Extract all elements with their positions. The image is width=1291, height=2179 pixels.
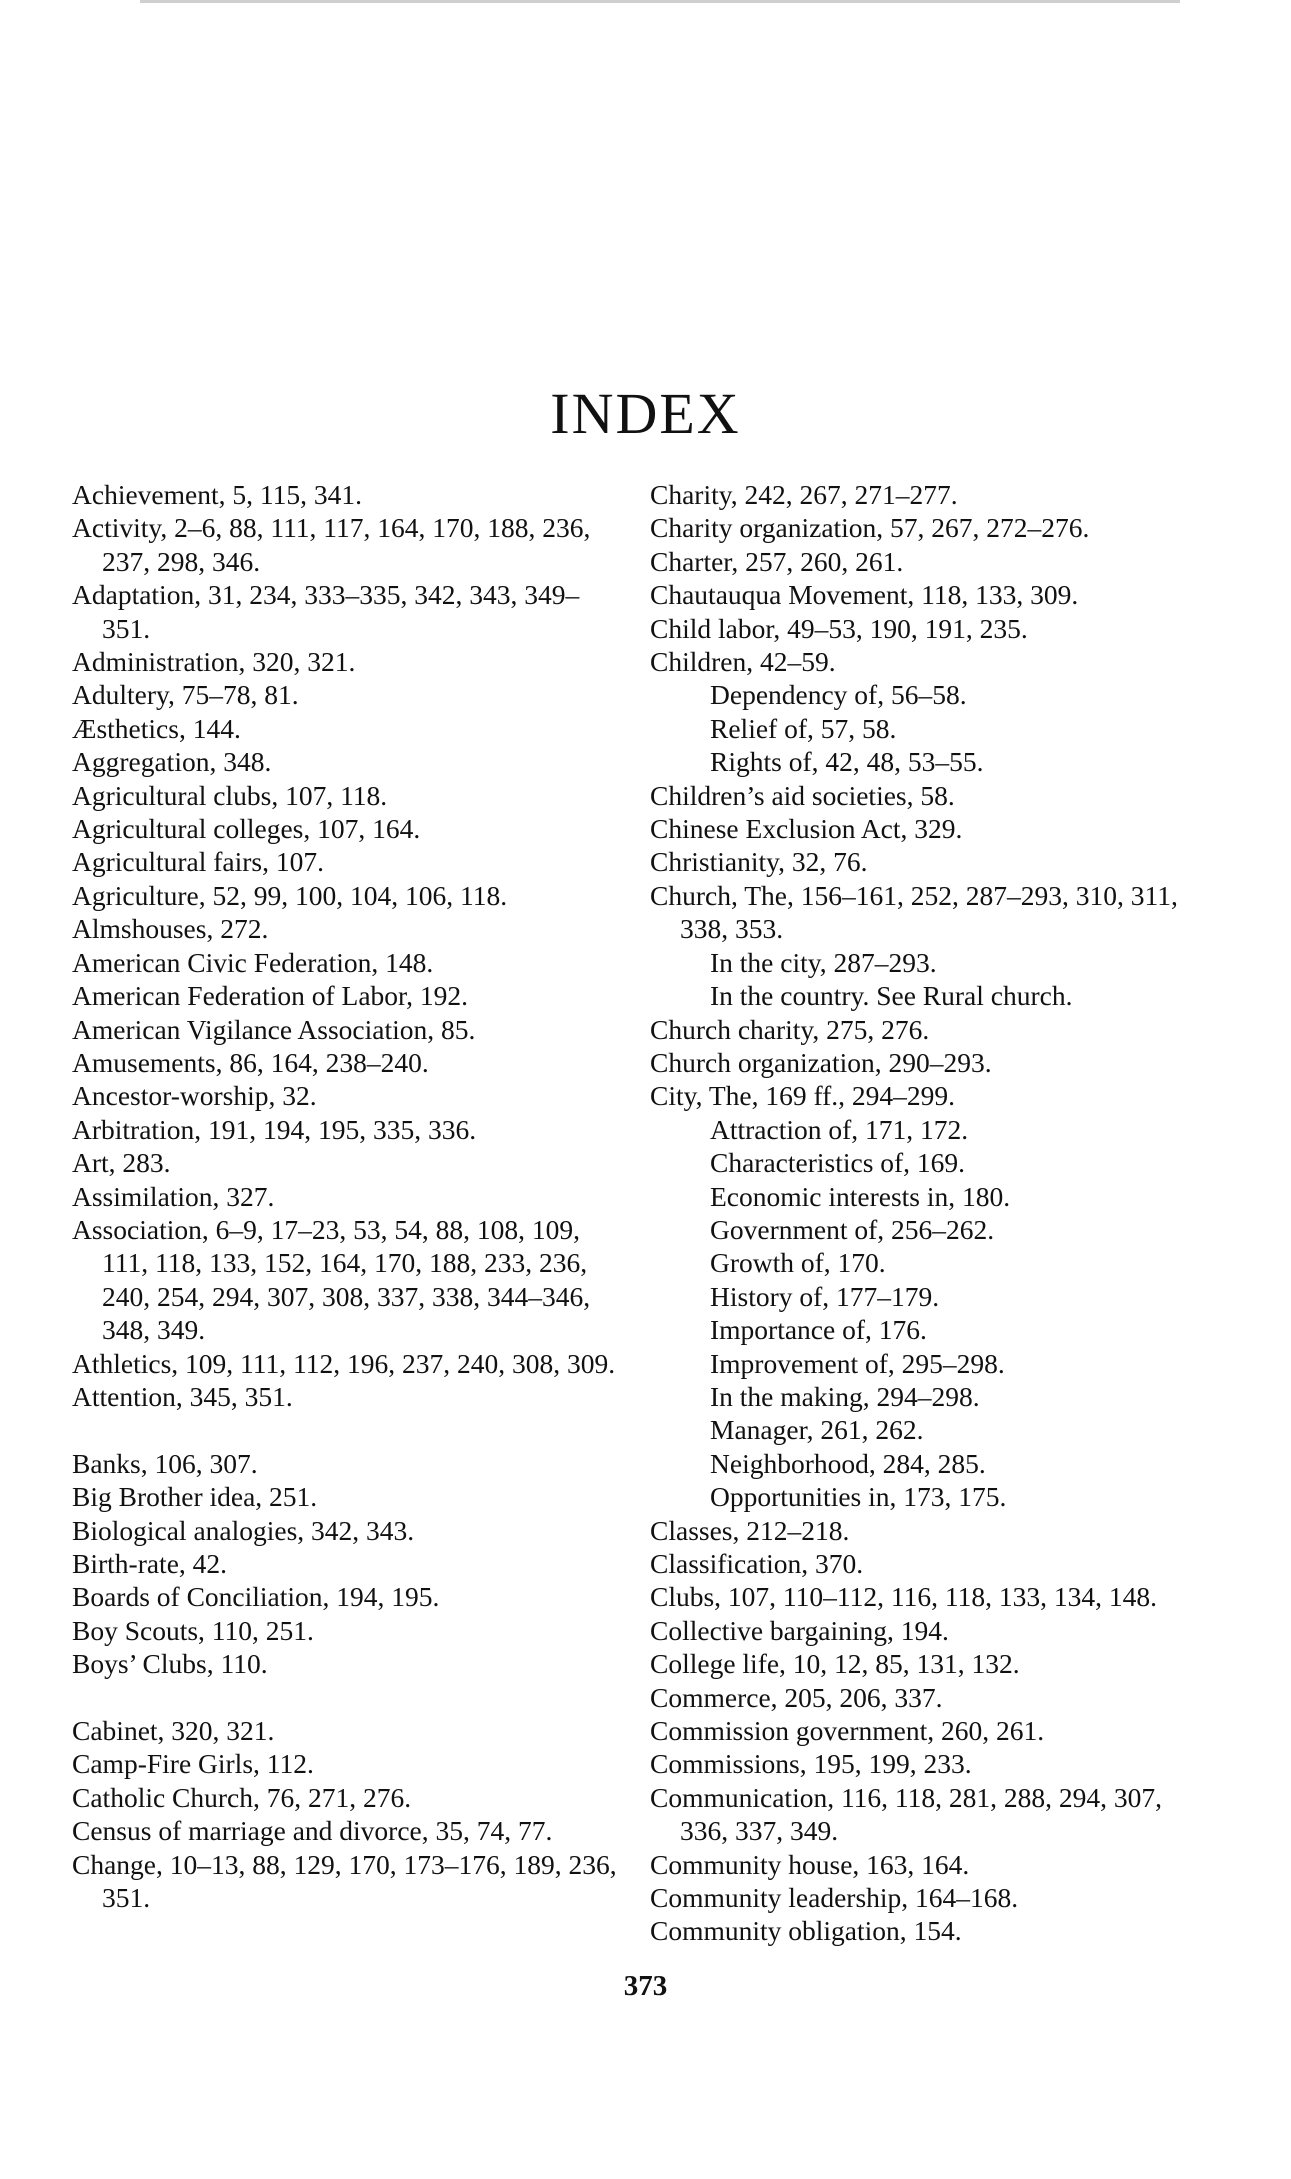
index-entry: Arbitration, 191, 194, 195, 335, 336.: [72, 1113, 477, 1145]
index-entry: American Federation of Labor, 192.: [72, 980, 468, 1012]
index-entry: Adultery, 75–78, 81.: [72, 679, 299, 711]
index-entry: Classes, 212–218.: [650, 1514, 850, 1546]
index-entry: Administration, 320, 321.: [72, 646, 356, 678]
index-entry: Big Brother idea, 251.: [72, 1481, 318, 1513]
section-gap: [72, 1413, 620, 1446]
index-subentry: Importance of, 176.: [710, 1314, 927, 1346]
index-entry: Chinese Exclusion Act, 329.: [650, 813, 963, 845]
index-entry: Cabinet, 320, 321.: [72, 1715, 275, 1746]
index-subentry: Relief of, 57, 58.: [710, 712, 897, 744]
index-entry: Aggregation, 348.: [72, 746, 272, 778]
page-number: 373: [623, 1970, 668, 2002]
index-subentry: In the making, 294–298.: [710, 1380, 980, 1412]
index-entry: Ancestor-worship, 32.: [72, 1080, 317, 1112]
index-column-left: [72, 478, 620, 1914]
index-entry: Clubs, 107, 110–112, 116, 118, 133, 134, 148.: [650, 1581, 1157, 1613]
index-entry: Commissions, 195, 199, 233.: [650, 1748, 972, 1780]
index-entry: City, The, 169 ff., 294–299.: [650, 1080, 956, 1112]
index-subentry: In the city, 287–293.: [710, 946, 937, 978]
index-entry: Communication, 116, 118, 281, 288, 294, 307, 336, 337, 349.: [650, 1781, 1163, 1847]
index-entry: Charter, 257, 260, 261.: [650, 545, 904, 577]
index-entry: Community leadership, 164–168.: [650, 1882, 1019, 1914]
index-entry: Classification, 370.: [650, 1548, 864, 1579]
index-entry: Change, 10–13, 88, 129, 170, 173–176, 189, 236, 351.: [72, 1848, 617, 1914]
index-subentry: History of, 177–179.: [710, 1280, 940, 1312]
index-entry: Achievement, 5, 115, 341.: [72, 479, 362, 510]
index-subentry: Opportunities in, 173, 175.: [710, 1481, 1007, 1513]
index-subentry: Improvement of, 295–298.: [710, 1347, 1005, 1379]
index-subentry: In the country. See Rural church.: [710, 980, 1073, 1012]
index-entry: Art, 283.: [72, 1147, 171, 1179]
index-entry: Charity organization, 57, 267, 272–276.: [650, 512, 1090, 544]
index-column-right: [650, 478, 1210, 1948]
index-subentry: Government of, 256–262.: [710, 1213, 995, 1245]
index-entry: Boards of Conciliation, 194, 195.: [72, 1581, 440, 1613]
index-entry: Boys’ Clubs, 110.: [72, 1648, 268, 1680]
index-entry: Association, 6–9, 17–23, 53, 54, 88, 108, 109, 111, 118, 133, 152, 164, 170, 188, 233, 236, 240, 254, 294, 307, 308, 337, 338, 344–346, 348, 349.: [72, 1213, 591, 1346]
index-subentry: Manager, 261, 262.: [710, 1414, 924, 1446]
index-entry: Biological analogies, 342, 343.: [72, 1514, 415, 1546]
index-entry: Children, 42–59.: [650, 646, 836, 678]
index-entry: American Civic Federation, 148.: [72, 946, 434, 978]
index-entry: Banks, 106, 307.: [72, 1447, 258, 1479]
section-gap: [72, 1681, 620, 1714]
index-entry: Collective bargaining, 194.: [650, 1614, 949, 1646]
index-subentry: Attraction of, 171, 172.: [710, 1113, 969, 1145]
index-entry: Children’s aid societies, 58.: [650, 779, 955, 811]
index-entry: Agricultural clubs, 107, 118.: [72, 779, 388, 811]
index-entry: Agriculture, 52, 99, 100, 104, 106, 118.: [72, 879, 508, 911]
index-entry: Christianity, 32, 76.: [650, 846, 868, 878]
index-entry: Catholic Church, 76, 271, 276.: [72, 1781, 412, 1813]
index-entry: Birth-rate, 42.: [72, 1547, 228, 1579]
index-entry: Adaptation, 31, 234, 333–335, 342, 343, 349–351.: [72, 579, 580, 644]
index-entry: Athletics, 109, 111, 112, 196, 237, 240, 308, 309.: [72, 1347, 616, 1379]
top-edge-rule: [140, 0, 1180, 3]
index-entry: Assimilation, 327.: [72, 1180, 275, 1212]
index-entry: Agricultural colleges, 107, 164.: [72, 813, 421, 845]
index-entry: Charity, 242, 267, 271–277.: [650, 479, 958, 510]
index-subentry: Characteristics of, 169.: [710, 1147, 966, 1179]
index-entry: Activity, 2–6, 88, 111, 117, 164, 170, 188, 236, 237, 298, 346.: [72, 512, 591, 577]
index-subentry: Growth of, 170.: [710, 1247, 886, 1279]
index-subentry: Neighborhood, 284, 285.: [710, 1447, 986, 1479]
index-entry: Census of marriage and divorce, 35, 74, 77.: [72, 1815, 553, 1847]
index-entry: College life, 10, 12, 85, 131, 132.: [650, 1648, 1020, 1680]
index-entry: Community house, 163, 164.: [650, 1848, 970, 1880]
index-subentry: Economic interests in, 180.: [710, 1180, 1011, 1212]
index-entry: Church charity, 275, 276.: [650, 1013, 930, 1045]
index-entry: Chautauqua Movement, 118, 133, 309.: [650, 579, 1079, 611]
index-subentry: Dependency of, 56–58.: [710, 679, 967, 711]
index-entry: Church organization, 290–293.: [650, 1046, 992, 1078]
index-entry: Boy Scouts, 110, 251.: [72, 1614, 314, 1646]
index-entry: Commission government, 260, 261.: [650, 1715, 1045, 1747]
page-title: INDEX: [550, 381, 741, 446]
index-entry: Camp-Fire Girls, 112.: [72, 1748, 314, 1780]
index-entry: Community obligation, 154.: [650, 1915, 962, 1947]
index-entry: Commerce, 205, 206, 337.: [650, 1681, 943, 1713]
index-entry: Attention, 345, 351.: [72, 1380, 293, 1412]
index-entry: Amusements, 86, 164, 238–240.: [72, 1046, 429, 1078]
index-entry: Child labor, 49–53, 190, 191, 235.: [650, 612, 1028, 644]
index-subentry: Rights of, 42, 48, 53–55.: [710, 746, 984, 778]
index-entry: Almshouses, 272.: [72, 913, 269, 945]
index-entry: American Vigilance Association, 85.: [72, 1013, 476, 1045]
index-entry: Æsthetics, 144.: [72, 712, 241, 744]
index-entry: Agricultural fairs, 107.: [72, 846, 325, 878]
index-entry: Church, The, 156–161, 252, 287–293, 310, 311, 338, 353.: [650, 879, 1178, 945]
